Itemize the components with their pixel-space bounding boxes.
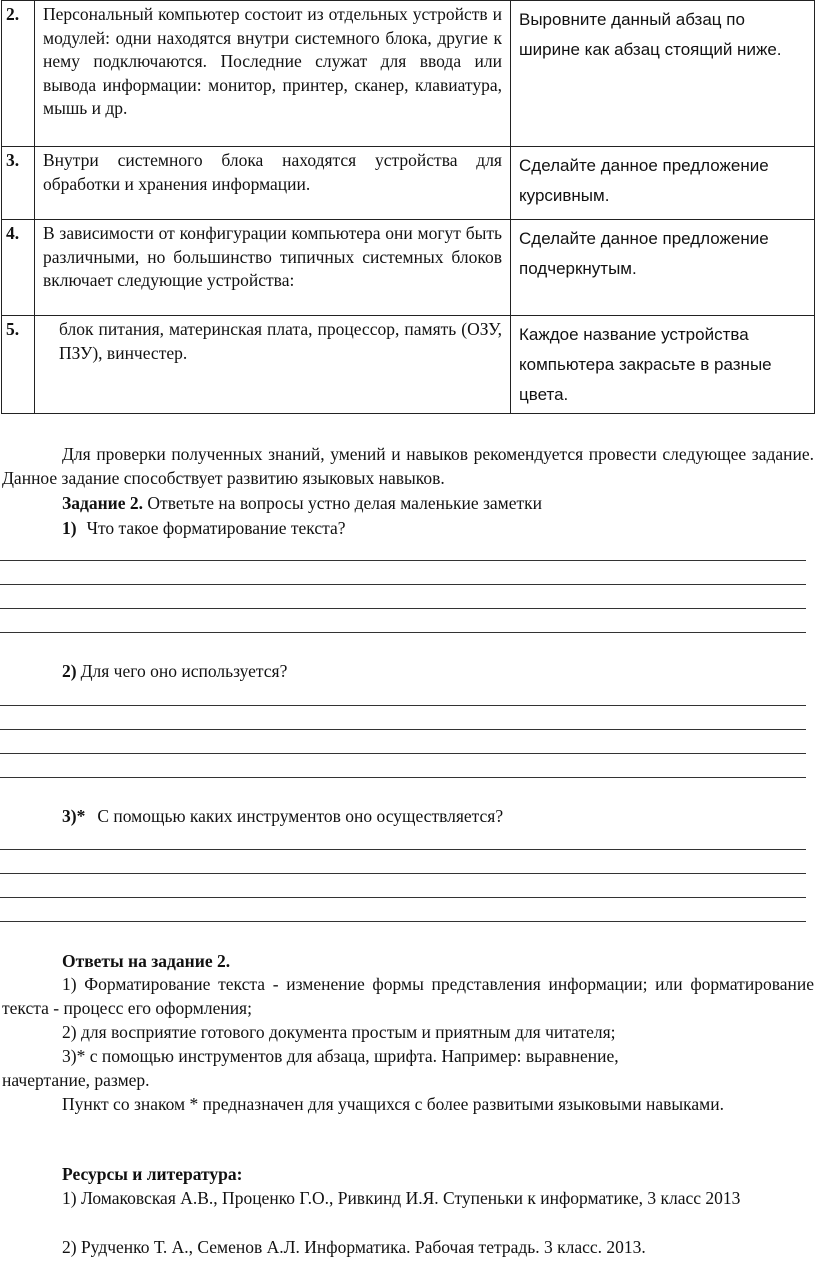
answer-3: 3)* с помощью инструментов для абзаца, шрифта. Например: выравнение, начертание, размер. bbox=[2, 1046, 619, 1090]
row-instruction: Выровните данный абзац по ширине как абзац стоящий ниже. bbox=[511, 1, 815, 147]
task-2-text: Ответьте на вопросы устно делая маленькие заметки bbox=[143, 493, 542, 513]
answer-2: 2) для восприятие готового документа простым и приятным для читателя; bbox=[62, 1022, 616, 1042]
table-row bbox=[2, 147, 815, 220]
table-row bbox=[2, 1, 815, 147]
question-text: Что такое форматирование текста? bbox=[86, 518, 346, 538]
answer-line[interactable] bbox=[0, 873, 806, 874]
answer-1: 1) Форматирование текста - изменение формы представления информации; или форматирование текста - процесс его оформления; bbox=[2, 974, 814, 1018]
row-text: Персональный компьютер состоит из отдельных устройств и модулей: одни находятся внутри системного блока, другие к нему подключаются. Последние служат для ввода или вывода информации: монитор, принтер, сканер, клавиатура, мышь и др. bbox=[35, 1, 511, 147]
row-instruction: Каждое название устройства компьютера закрасьте в разные цвета. bbox=[511, 316, 815, 414]
row-number: 3. bbox=[2, 147, 35, 220]
question-number: 2) bbox=[62, 661, 77, 681]
answers-heading: Ответы на задание 2. bbox=[62, 951, 231, 971]
answer-line[interactable] bbox=[0, 705, 806, 706]
answer-line[interactable] bbox=[0, 608, 806, 609]
table-row bbox=[2, 220, 815, 316]
answer-line[interactable] bbox=[0, 753, 806, 754]
question-2 bbox=[62, 660, 287, 684]
task-2-label: Задание 2. bbox=[62, 493, 144, 513]
resource-2: 2) Рудченко Т. А., Семенов А.Л. Информатика. Рабочая тетрадь. 3 класс. 2013. bbox=[62, 1237, 646, 1257]
row-text: Внутри системного блока находятся устройства для обработки и хранения информации. bbox=[35, 147, 511, 220]
row-text: В зависимости от конфигурации компьютера они могут быть различными, но большинство типичных системных блоков включает следующие устройства: bbox=[35, 220, 511, 316]
resource-1: 1) Ломаковская А.В., Проценко Г.О., Ривкинд И.Я. Ступеньки к информатике, 3 класс 2013 bbox=[62, 1188, 741, 1208]
answer-line[interactable] bbox=[0, 921, 806, 922]
table-row bbox=[2, 316, 815, 414]
answer-line[interactable] bbox=[0, 897, 806, 898]
row-text: блок питания, материнская плата, процессор, память (ОЗУ, ПЗУ), винчестер. bbox=[35, 316, 511, 414]
row-instruction: Сделайте данное предложение подчеркнутым. bbox=[511, 220, 815, 316]
question-3 bbox=[62, 805, 503, 829]
row-number: 5. bbox=[2, 316, 35, 414]
task-2-heading bbox=[2, 492, 814, 516]
question-text: Для чего оно используется? bbox=[80, 661, 288, 681]
intro-paragraph: Для проверки полученных знаний, умений и навыков рекомендуется провести следующее задание. Данное задание способствует развитию языковых навыков. bbox=[2, 444, 814, 488]
answer-line[interactable] bbox=[0, 584, 806, 585]
row-instruction: Сделайте данное предложение курсивным. bbox=[511, 147, 815, 220]
tasks-table bbox=[1, 0, 815, 414]
row-number: 2. bbox=[2, 1, 35, 147]
answer-line[interactable] bbox=[0, 729, 806, 730]
answer-line[interactable] bbox=[0, 849, 806, 850]
answer-line[interactable] bbox=[0, 560, 806, 561]
resources-heading: Ресурсы и литература: bbox=[62, 1164, 243, 1184]
row-number: 4. bbox=[2, 220, 35, 316]
question-number: 1) bbox=[62, 518, 77, 538]
answer-line[interactable] bbox=[0, 632, 806, 633]
question-text: С помощью каких инструментов оно осуществляется? bbox=[97, 806, 504, 826]
question-1 bbox=[62, 517, 346, 541]
answers-note: Пункт со знаком * предназначен для учащихся с более развитыми языковыми навыками. bbox=[62, 1094, 724, 1114]
answer-line[interactable] bbox=[0, 777, 806, 778]
question-number: 3)* bbox=[62, 806, 86, 826]
